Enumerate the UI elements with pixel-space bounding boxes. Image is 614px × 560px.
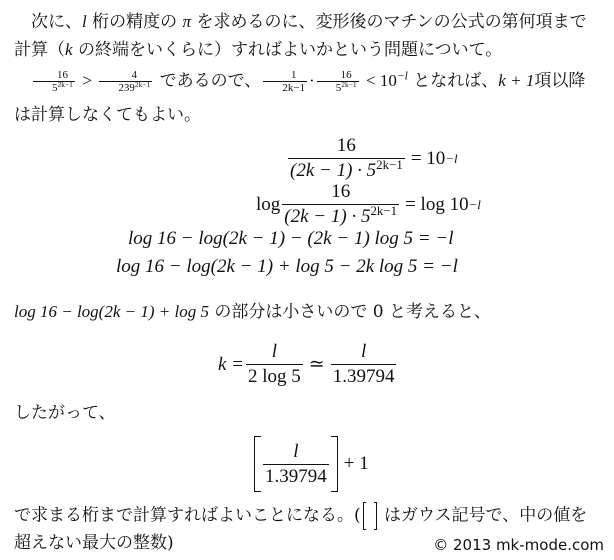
den-text: (2k − 1) · 5 <box>284 206 371 227</box>
equation-2: log $\frac{16}{(2k - 1) \cdot 5^{2k-1}}$ = log 10 −l <box>256 181 481 227</box>
bracket-right <box>331 436 338 492</box>
numerator: 16 <box>340 69 352 81</box>
numerator: 16 <box>331 181 351 202</box>
k-equation <box>218 340 398 389</box>
numerator: 16 <box>56 69 68 81</box>
den-base: 239 <box>118 82 135 94</box>
denominator: 2k−1 <box>263 81 307 94</box>
equation-1: $\frac{16}{(2k - 1) \cdot 5^{2k-1}}$ = 10 −l <box>290 135 458 181</box>
den-base: 5 <box>335 82 342 94</box>
lt-text: < 10 <box>366 71 397 90</box>
k-lhs: k = <box>218 353 245 375</box>
cond-text: となれば、 <box>413 71 499 91</box>
k-plus-one: k + 1 <box>498 71 535 90</box>
intro-text: を求めるのに、変形後のマチンの公式の第何項まで計算（ <box>14 12 587 60</box>
numerator: l <box>360 341 367 362</box>
den-base: 5 <box>52 82 58 94</box>
log-operator: log <box>256 193 281 215</box>
gt-sign: > <box>82 71 92 90</box>
equation-fraction <box>288 134 405 183</box>
equation-4: log 16 − log(2k − 1) + log 5 − 2k log 5 = −l <box>116 256 458 277</box>
exponent: −l <box>396 69 408 83</box>
fraction-l-over-1.39794 <box>331 340 397 389</box>
plus-one: + 1 <box>343 453 369 474</box>
approximation-paragraph <box>14 298 602 326</box>
numerator: l <box>293 440 299 462</box>
cond-text: であるので、 <box>159 71 262 91</box>
var-k: k <box>65 40 73 59</box>
denominator <box>33 81 75 94</box>
approx-text: の部分は小さいので 0 と考えると、 <box>208 302 491 322</box>
fraction-l-over-1.39794 <box>263 440 329 489</box>
numerator: 16 <box>336 135 356 156</box>
den-exp: 2k−1 <box>370 202 398 218</box>
den-exp: 2k−1 <box>134 79 151 89</box>
den-text: (2k − 1) · 5 <box>290 160 377 181</box>
fraction-16-over-5pow <box>33 69 75 94</box>
denominator: 1.39794 <box>332 366 395 387</box>
fraction-16-over-5pow <box>317 69 359 94</box>
fraction-1-over-2k-1 <box>263 69 307 94</box>
cond-text: 項以降は計算しなくてもよい。 <box>14 71 586 125</box>
den-exp: 2k−1 <box>341 79 357 89</box>
gauss-bracket <box>254 436 338 492</box>
therefore-text: したがって、 <box>14 403 116 423</box>
var-l: l <box>82 12 87 31</box>
conclusion-text: はガウス記号で、中の値を超えない最大の整数) <box>14 505 588 553</box>
bracket-left <box>254 436 261 492</box>
lt-ten-power <box>366 71 408 90</box>
denominator <box>282 204 399 229</box>
approx-sign: ≃ <box>308 354 325 375</box>
copyright-footer: © 2013 mk-mode.com <box>433 536 604 554</box>
equation-3: log 16 − log(2k − 1) − (2k − 1) log 5 = −l <box>128 228 454 249</box>
equation-fraction <box>282 180 399 229</box>
approx-expression: log 16 − log(2k − 1) + log 5 <box>14 302 209 321</box>
equation-rhs: = 10 <box>410 147 446 169</box>
intro-text: の終端をいくらに）すればよいかという問題について。 <box>72 40 503 60</box>
numerator: 4 <box>131 69 138 81</box>
denominator <box>99 81 152 94</box>
gauss-symbol <box>363 502 377 530</box>
intro-text: 次に、 <box>31 12 82 32</box>
fraction-4-over-239pow <box>99 69 152 94</box>
var-pi: π <box>182 12 192 31</box>
denominator <box>317 81 359 94</box>
final-expression <box>254 436 369 492</box>
fraction-l-over-2log5 <box>246 340 303 389</box>
den-exp: 2k−1 <box>376 156 403 172</box>
condition-paragraph <box>14 64 602 132</box>
intro-paragraph <box>14 8 602 64</box>
numerator: 1 <box>290 69 297 81</box>
intro-text: 桁の精度の <box>86 12 183 32</box>
den-exp: 2k−1 <box>57 79 73 89</box>
dot: · <box>309 71 315 90</box>
denominator: 1.39794 <box>265 465 327 487</box>
equation-rhs: = log 10 <box>405 193 469 215</box>
numerator: l <box>271 341 278 362</box>
conclusion-text: で求まる桁まで計算すればよいことになる。( <box>14 505 361 526</box>
denominator: 2 log 5 <box>248 366 301 387</box>
